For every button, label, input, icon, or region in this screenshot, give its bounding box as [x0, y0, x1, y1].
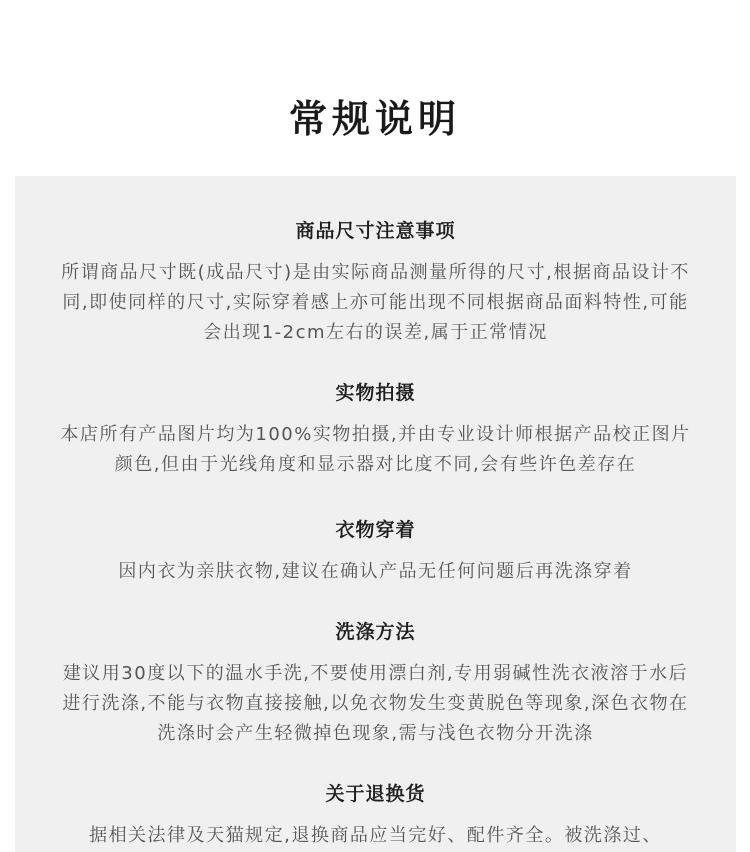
info-panel [15, 176, 736, 852]
section-washing [15, 619, 736, 749]
section-heading: 关于退换货 [325, 783, 426, 805]
section-heading: 实物拍摄 [335, 382, 416, 404]
section-body: 所谓商品尺寸既(成品尺寸)是由实际商品测量所得的尺寸,根据商品设计不同,即使同样的尺寸,实际穿着感上亦可能出现不同根据商品面料特性,可能会出现1-2cm左右的误差,属于正常情况 [61, 262, 690, 343]
section-heading: 商品尺寸注意事项 [295, 220, 456, 242]
section-heading: 洗涤方法 [335, 621, 416, 643]
section-body: 本店所有产品图片均为100%实物拍摄,并由专业设计师根据产品校正图片颜色,但由于光线角度和显示器对比度不同,会有些许色差存在 [60, 424, 691, 475]
page-title: 常规说明 [288, 97, 461, 141]
section-body: 据相关法律及天猫规定,退换商品应当完好、配件齐全。被洗涤过、 [89, 825, 662, 846]
section-body: 因内衣为亲肤衣物,建议在确认产品无任何问题后再洗涤穿着 [118, 561, 633, 582]
section-size-notice [15, 218, 736, 348]
section-heading: 衣物穿着 [335, 519, 416, 541]
section-returns [15, 781, 736, 851]
section-real-photo [15, 380, 736, 480]
section-wearing [15, 517, 736, 587]
section-body: 建议用30度以下的温水手洗,不要使用漂白剂,专用弱碱性洗衣液溶于水后进行洗涤,不能与衣物直接接触,以免衣物发生变黄脱色等现象,深色衣物在洗涤时会产生轻微掉色现象,需与浅色衣物分开洗涤 [62, 663, 689, 744]
